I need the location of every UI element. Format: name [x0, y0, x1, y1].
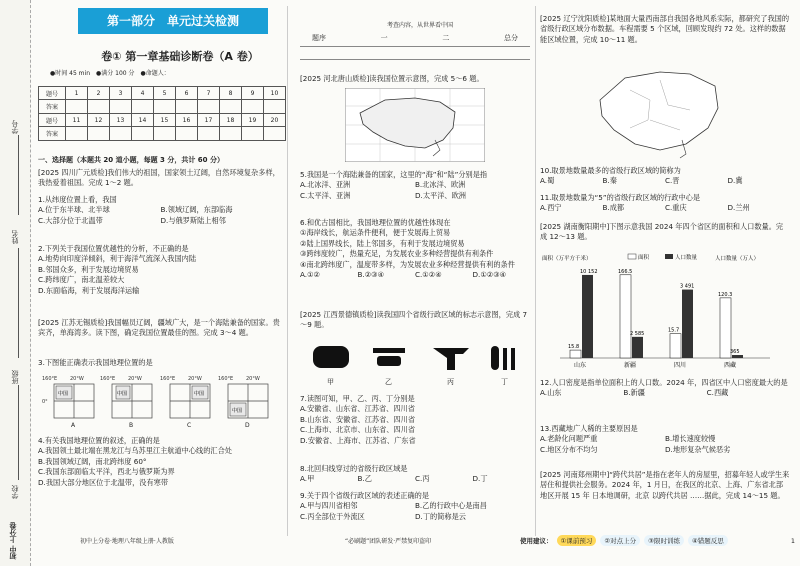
answer-cell[interactable] — [132, 100, 154, 114]
bar-area — [570, 350, 581, 358]
bar-population — [682, 290, 693, 358]
chapter-title: 卷① 第一章基础诊断卷（A 卷） — [101, 50, 259, 63]
answer-cell[interactable] — [110, 127, 132, 141]
intro-q7-9: [2025 江西景德镇质检]读我国四个省级行政区域的标志示意图，完成 7～9 题。 — [300, 310, 528, 330]
grid-answer-label: 答案 — [39, 100, 66, 114]
sidebar-line — [18, 135, 19, 215]
answer-cell[interactable] — [154, 127, 176, 141]
answer-cell[interactable] — [242, 100, 264, 114]
question-12 — [540, 378, 790, 399]
question-5 — [300, 170, 530, 201]
question-11 — [540, 193, 790, 214]
q5-option-a[interactable]: A.北冰洋、亚洲 — [300, 180, 351, 190]
footer-left: 初中上分卷·地理八年级上册·人教版 — [80, 538, 174, 545]
legend-pop-swatch — [665, 254, 673, 259]
q2-option-c[interactable]: C.跨纬度广，南北温差较大 — [38, 275, 125, 285]
q3-long-label: 160°E — [160, 376, 176, 382]
q3-equator-label: 0° — [42, 399, 48, 405]
q8-option-d[interactable]: D.丁 — [472, 474, 488, 484]
q4-option-a[interactable]: A.我国领土最北端在黑龙江与乌苏里江主航道中心线的汇合处 — [38, 446, 232, 456]
intro-q12-13: [2025 湖南衡阳期中]下图示意我国 2024 年四个省区的面积和人口数量。完成 12～13 题。 — [540, 222, 784, 242]
answer-cell[interactable] — [110, 100, 132, 114]
question-2 — [38, 244, 283, 296]
grid-cell: 2 — [88, 87, 110, 100]
q10-option-c[interactable]: C.晋 — [665, 176, 680, 186]
q3-long-label: 160°E — [42, 376, 58, 382]
logo-bing-shape — [433, 348, 469, 370]
legend-area-swatch — [628, 254, 636, 259]
grid-cell: 19 — [242, 114, 264, 127]
q3-grid-svg — [42, 372, 282, 430]
legend-area-label: 面积 — [638, 255, 650, 261]
china-location-map — [345, 88, 485, 162]
grid-cell: 7 — [198, 87, 220, 100]
q11-option-d[interactable]: D.兰州 — [727, 203, 750, 213]
logo-label: 丙 — [447, 378, 454, 386]
answer-cell[interactable] — [88, 100, 110, 114]
province-map-svg — [590, 60, 730, 160]
q13-option-b[interactable]: B.增长速度较慢 — [665, 434, 716, 444]
logo-label: 乙 — [385, 378, 392, 386]
q11-option-c[interactable]: C.重庆 — [665, 203, 687, 213]
q10-option-a[interactable]: A.蜀 — [540, 176, 555, 186]
q3-long-label: 20°W — [70, 376, 84, 382]
chart-category-label: 新疆 — [624, 362, 637, 369]
q4-stem: 4.有关我国地理位置的叙述，正确的是 — [38, 436, 160, 445]
exam-slogan: 考查内容，从世界看中国 — [386, 22, 453, 29]
q6-option-d[interactable]: D.①②③④ — [472, 270, 507, 280]
logo-ding-shape — [503, 348, 507, 370]
q3-choice-label[interactable]: C — [187, 422, 192, 429]
logos-svg — [305, 340, 530, 388]
answer-cell[interactable] — [198, 127, 220, 141]
grid-cell: 8 — [220, 87, 242, 100]
q12-option-c[interactable]: C.西藏 — [706, 388, 729, 398]
grid-cell: 18 — [220, 114, 242, 127]
q7-option-a[interactable]: A.安徽省、山东省、江苏省、四川省 — [300, 404, 415, 414]
bar-area-value: 120.3 — [718, 291, 733, 298]
grid-cell: 12 — [88, 114, 110, 127]
q8-option-b[interactable]: B.乙 — [357, 474, 372, 484]
part-banner — [78, 8, 268, 34]
q9-option-a[interactable]: A.甲与四川省相邻 — [300, 501, 358, 511]
intro-q10-11: [2025 辽宁沈阳质检]某地面大量西南部自我国各地风系实际，都研究了我国的省级行政区域分布数据。车程需要 5 个区域，回顾发现约 72 处。这样的数据能区域位置，完成 10～11 题。 — [540, 14, 790, 44]
q2-option-a[interactable]: A.地势向印度洋倾斜，利于海洋气流深入我国内陆 — [38, 254, 197, 264]
area-population-chart — [540, 250, 790, 375]
china-province-map — [590, 60, 730, 160]
q12-option-b[interactable]: B.新疆 — [623, 388, 645, 398]
part-title: 第一部分 单元过关检测 — [106, 14, 239, 28]
question-13 — [540, 424, 790, 455]
answer-cell[interactable] — [220, 127, 242, 141]
q8-option-c[interactable]: C.丙 — [415, 474, 430, 484]
grid-cell: 4 — [132, 87, 154, 100]
sidebar-line — [18, 248, 19, 358]
q11-stem: 11.取景地数量为“5”的省级行政区域的行政中心是 — [540, 193, 701, 202]
bar-population-value: 365 — [730, 349, 740, 356]
grid-cell: 9 — [242, 87, 264, 100]
score-row — [300, 33, 530, 60]
usage-step: ①课前预习 — [557, 535, 597, 546]
sidebar-class: 班级 — [11, 370, 19, 384]
q13-option-c[interactable]: C.地区分布不均匀 — [540, 444, 598, 454]
answer-cell[interactable] — [264, 127, 286, 141]
bar-population-value: 2 585 — [630, 330, 645, 337]
bar-area-value: 166.5 — [618, 268, 633, 275]
grid-cell: 1 — [66, 87, 88, 100]
usage-step: ④错题反思 — [688, 535, 728, 546]
q3-diagrams — [42, 372, 282, 430]
q6-stem: 6.和优古国相比，我国地理位置的优越性体现在 — [300, 218, 451, 227]
q3-cell-label: 中国 — [194, 391, 205, 397]
question-10 — [540, 166, 790, 187]
q3-cell-label: 中国 — [232, 408, 243, 414]
q7-option-c[interactable]: C.上海市、北京市、山东省、四川省 — [300, 425, 416, 435]
question-6 — [300, 218, 530, 281]
q9-option-c[interactable]: C.丙全部位于外流区 — [300, 511, 365, 521]
q4-option-b[interactable]: B.我国领域辽阔，南北跨纬度 60° — [38, 456, 147, 466]
answer-grid — [38, 86, 286, 141]
usage-step: ②对点上分 — [600, 535, 640, 546]
intro-q3-4: [2025 江苏无锡质检]我国幅员辽阔，疆域广大，是一个海陆兼备的国家。贵宾齐，单海湾多。读下图，确定我国位置最佳的图。完成 3～4 题。 — [38, 318, 280, 338]
grid-cell: 5 — [154, 87, 176, 100]
q11-option-a[interactable]: A.西宁 — [540, 203, 562, 213]
q5-stem: 5.我国是一个海陆兼备的国家，这里的“海”和“陆”分别是指 — [300, 170, 488, 179]
grid-cell: 3 — [110, 87, 132, 100]
bar-area — [620, 275, 631, 358]
grid-cell: 20 — [264, 114, 286, 127]
chart-svg — [540, 250, 790, 375]
sidebar-brand: 初中 上分卷 — [9, 522, 17, 560]
grid-header: 题号 — [39, 87, 66, 100]
intro-q1-2: [2025 四川广元质检]我们伟大的祖国，国家领土辽阔，自然环境复杂多样，我热爱着祖国。完成 1～2 题。 — [38, 168, 280, 188]
q4-option-d[interactable]: D.我国大部分地区位于北温带，没有寒带 — [38, 477, 169, 487]
q7-stem: 7.读图可知，甲、乙、丙、丁分别是 — [300, 394, 415, 403]
answer-cell[interactable] — [220, 100, 242, 114]
page-number: 1 — [790, 536, 795, 545]
q9-option-b[interactable]: B.乙的行政中心是南昌 — [415, 501, 487, 511]
sidebar-school: 学校 — [11, 485, 19, 499]
question-7 — [300, 394, 530, 446]
q7-option-d[interactable]: D.安徽省、上海市、江苏省、广东省 — [300, 435, 416, 445]
q3-long-label: 160°E — [100, 376, 116, 382]
q1-option-d[interactable]: D.与俄罗斯陆上相邻 — [160, 215, 226, 225]
answer-cell[interactable] — [154, 100, 176, 114]
grid-cell: 6 — [176, 87, 198, 100]
column-divider — [535, 6, 536, 536]
q1-option-c[interactable]: C.大部分位于北温带 — [38, 215, 103, 225]
q6-statement: ④南北跨纬度广，温度带多样，为发展农业多种经营提供有利的条件 — [300, 259, 515, 269]
logo-label: 丁 — [501, 378, 508, 386]
q3-cell-label: 中国 — [117, 391, 128, 397]
chart-category-label: 山东 — [574, 362, 587, 369]
answer-cell[interactable] — [176, 100, 198, 114]
logo-ding-shape — [491, 346, 499, 370]
chart-ylabel-left: 面积（万平方千米） — [542, 256, 592, 262]
q3-stem: 3.下图能正确表示我国地理位置的是 — [38, 358, 153, 367]
logo-yi-shape — [373, 348, 405, 353]
q13-option-a[interactable]: A.老龄化问题严重 — [540, 434, 598, 444]
exam-meta: ●时间 45 min ●满分 100 分 ●命题人： — [50, 70, 170, 77]
usage-step: ③限时训练 — [644, 535, 684, 546]
chart-category-label: 西藏 — [724, 362, 737, 369]
q3-cell-label: 中国 — [58, 391, 69, 397]
q2-option-d[interactable]: D.东面临海，利于发展海洋运输 — [38, 285, 140, 295]
q9-option-d[interactable]: D.丁的简称是云 — [415, 511, 466, 521]
q3-long-label: 20°W — [246, 376, 260, 382]
grid-cell: 11 — [66, 114, 88, 127]
grid-answer-label: 答案 — [39, 127, 66, 141]
score-header: 二 — [442, 34, 450, 42]
q5-option-c[interactable]: C.太平洋、亚洲 — [300, 190, 351, 200]
answer-cell[interactable] — [66, 100, 88, 114]
q8-stem: 8.北回归线穿过的省级行政区域是 — [300, 464, 408, 473]
legend-pop-label: 人口数量 — [675, 255, 698, 261]
bar-population-value: 3 491 — [680, 283, 695, 290]
logo-ding-shape — [511, 348, 515, 370]
bar-population — [582, 275, 593, 358]
bar-population — [732, 355, 743, 358]
q8-option-a[interactable]: A.甲 — [300, 474, 315, 484]
answer-cell[interactable] — [242, 127, 264, 141]
q3-choice-label[interactable]: D — [245, 422, 250, 429]
answer-cell[interactable] — [88, 127, 110, 141]
grid-cell: 17 — [198, 114, 220, 127]
q13-option-d[interactable]: D.地形复杂气候恶劣 — [665, 444, 731, 454]
score-header: 题序 — [312, 34, 326, 42]
sidebar-name: 姓名 — [11, 230, 19, 244]
q13-stem: 13.西藏地广人稀的主要原因是 — [540, 424, 638, 433]
q3-long-label: 20°W — [188, 376, 202, 382]
chart-category-label: 四川 — [674, 362, 687, 369]
grid-cell: 16 — [176, 114, 198, 127]
question-9 — [300, 491, 530, 522]
logo-label: 甲 — [327, 378, 334, 386]
q5-option-b[interactable]: B.北冰洋、欧洲 — [415, 180, 466, 190]
bar-population-value: 10 152 — [580, 268, 598, 275]
q10-option-b[interactable]: B.秦 — [602, 176, 617, 186]
grid-header: 题号 — [39, 114, 66, 127]
question-8 — [300, 464, 530, 485]
answer-cell[interactable] — [132, 127, 154, 141]
q6-statement: ②陆上国界线长，陆上邻国多，有利于发展边境贸易 — [300, 238, 465, 248]
logo-yi-shape — [377, 356, 401, 366]
q3-choice-label[interactable]: B — [129, 422, 134, 429]
q11-option-b[interactable]: B.成都 — [602, 203, 625, 213]
sidebar-line — [18, 385, 19, 480]
intro-q14-15: [2025 河南郑州期中]“跨代共居”是指在老年人的房屋里，招募年轻人或学生来居住和提供社会服务。2024 年，1 月日，在我区的北京、上海、广东省北部地区开展 15 年 日本地调研，北京 以跨代共居 ……据此，完成 14～15 题。 — [540, 470, 790, 500]
answer-cell[interactable] — [264, 100, 286, 114]
q6-option-a[interactable]: A.①② — [300, 270, 320, 280]
q3-long-label: 160°E — [218, 376, 234, 382]
q3-long-label: 20°W — [128, 376, 142, 382]
q6-statement: ③跨纬度较广，热量充足，为发展农业多种经营提供有利条件 — [300, 249, 494, 259]
q5-option-d[interactable]: D.太平洋、欧洲 — [415, 190, 466, 200]
province-logos — [305, 340, 530, 388]
q6-option-b[interactable]: B.②③④ — [357, 270, 385, 280]
score-header: 总分 — [503, 34, 518, 42]
footer-mid: “必刷题”团队研发·严禁复印盗印 — [345, 538, 432, 545]
map-svg — [345, 88, 485, 162]
answer-cell[interactable] — [66, 127, 88, 141]
usage-tips — [520, 535, 795, 546]
q1-option-a[interactable]: A.位于东半球、北半球 — [38, 205, 110, 215]
q4-option-c[interactable]: C.我国东部面临太平洋，西北与俄罗斯为界 — [38, 467, 175, 477]
q10-stem: 10.取景地数量最多的省级行政区域的简称为 — [540, 166, 681, 175]
q6-statement: ①海岸线长，航运条件便利，便于发展海上贸易 — [300, 228, 451, 238]
q1-stem: 1.从纬度位置上看，我国 — [38, 195, 117, 204]
question-4 — [38, 436, 283, 488]
bar-area — [670, 334, 681, 358]
usage-tips-label: 使用建议： — [520, 537, 553, 545]
answer-cell[interactable] — [198, 100, 220, 114]
logo-jia-shape — [313, 346, 349, 368]
bar-area-value: 15.8 — [568, 344, 580, 351]
bar-population — [632, 337, 643, 358]
grid-cell: 15 — [154, 114, 176, 127]
question-1 — [38, 195, 283, 226]
q2-stem: 2.下列关于我国位置优越性的分析，不正确的是 — [38, 244, 189, 253]
binding-sidebar — [0, 0, 31, 566]
q9-stem: 9.关于四个省级行政区域的表述正确的是 — [300, 491, 430, 500]
q1-option-b[interactable]: B.领域辽阔，东部临海 — [160, 205, 233, 215]
q12-stem: 12.人口密度是指单位面积上的人口数。2024 年，四省区中人口密度最大的是 — [540, 378, 788, 387]
answer-cell[interactable] — [176, 127, 198, 141]
grid-cell: 10 — [264, 87, 286, 100]
q3-choice-label[interactable]: A — [71, 422, 76, 429]
sidebar-student-id: 学号 — [11, 120, 19, 134]
grid-cell: 14 — [132, 114, 154, 127]
q6-option-c[interactable]: C.①②④ — [415, 270, 442, 280]
score-header: 一 — [380, 34, 388, 42]
q12-option-a[interactable]: A.山东 — [540, 388, 562, 398]
intro-q5-6: [2025 河北唐山质检]读我国位置示意图，完成 5～6 题。 — [300, 74, 484, 83]
section1-title: 一、选择题（本题共 20 道小题，每题 3 分，共计 60 分） — [38, 156, 224, 164]
q7-option-b[interactable]: B.山东省、安徽省、江苏省、四川省 — [300, 414, 416, 424]
chart-ylabel-right: 人口数量（万人） — [715, 256, 760, 262]
q2-option-b[interactable]: B.邻国众多，利于发展边境贸易 — [38, 264, 139, 274]
grid-cell: 13 — [110, 114, 132, 127]
bar-area-value: 15.7 — [668, 327, 680, 334]
column-divider — [287, 6, 288, 536]
q10-option-d[interactable]: D.冀 — [727, 176, 743, 186]
